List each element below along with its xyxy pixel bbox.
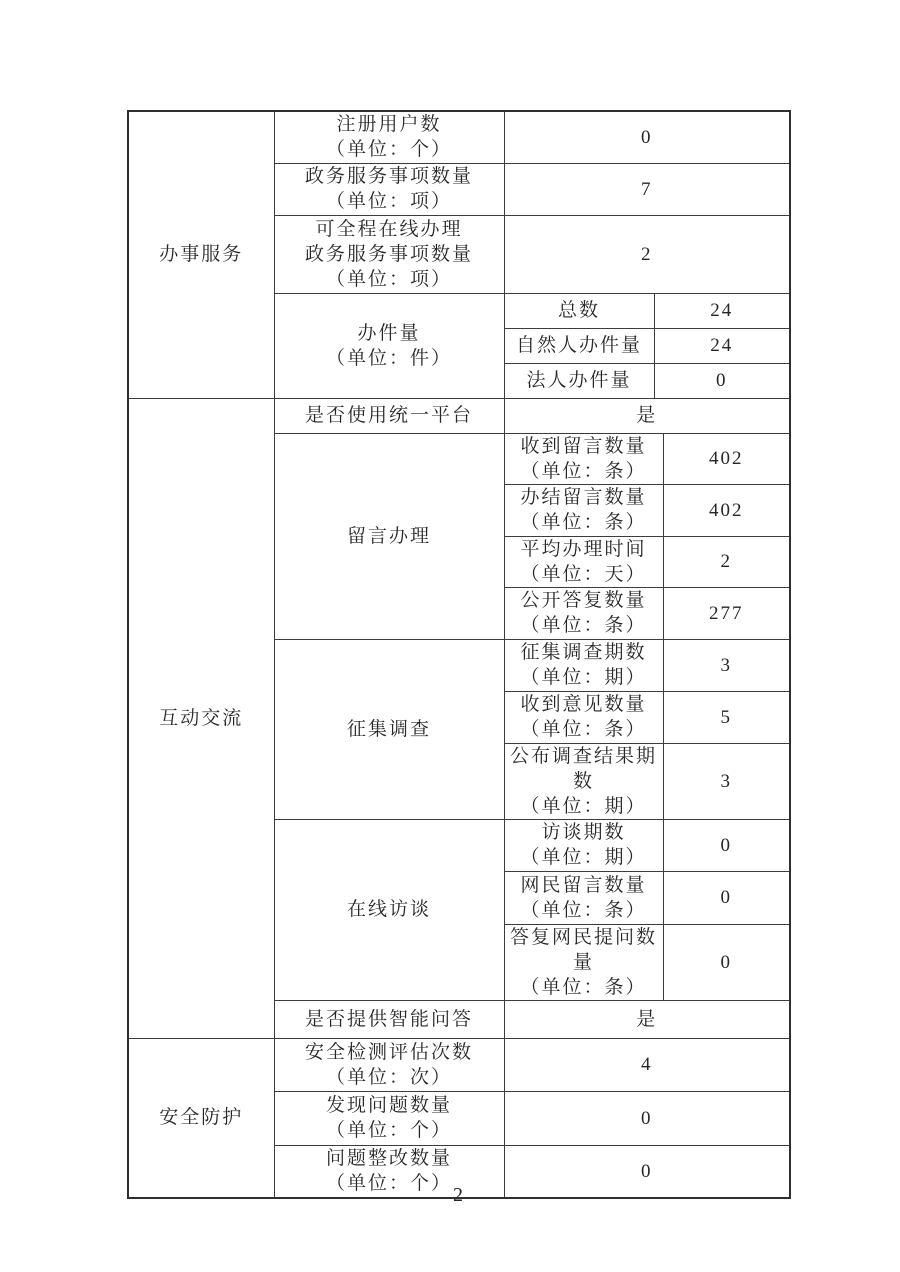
value-cell: 0	[663, 871, 790, 924]
item-cell-case-volume	[274, 293, 504, 398]
subitem-unit: （单位：期）	[520, 667, 647, 688]
subitem-cell: 法人办件量	[504, 363, 654, 398]
subitem-label: 答复网民提问数量	[509, 926, 657, 973]
item-cell-problems-found	[274, 1091, 504, 1145]
item-cell-security-checks	[274, 1038, 504, 1091]
value-cell: 24	[654, 293, 790, 328]
category-cell-interaction: 互动交流	[128, 398, 274, 1038]
subitem-cell	[504, 871, 663, 924]
item-label: 可全程在线办理	[315, 218, 463, 240]
subitem-unit: （单位：条）	[520, 899, 647, 921]
value-cell: 0	[654, 363, 790, 398]
table-row	[128, 1038, 790, 1091]
item-unit: （单位：项）	[325, 191, 452, 212]
item-unit: （单位：项）	[325, 268, 452, 290]
subitem-label: 公布调查结果期数	[509, 745, 657, 792]
value-cell: 24	[654, 328, 790, 363]
value-cell: 0	[504, 1145, 790, 1198]
item-cell-message-handling: 留言办理	[274, 433, 504, 639]
item-label: 发现问题数量	[325, 1095, 452, 1116]
value-cell: 2	[663, 536, 790, 587]
item-label: 政务服务事项数量	[304, 166, 473, 187]
value-cell: 2	[504, 215, 790, 293]
value-cell: 0	[663, 819, 790, 871]
page-number: 2	[453, 1184, 463, 1206]
value-cell: 277	[663, 587, 790, 639]
category-cell-security: 安全防护	[128, 1038, 274, 1198]
subitem-label: 办结留言数量	[520, 487, 647, 508]
value-cell: 0	[504, 111, 790, 163]
subitem-cell	[504, 536, 663, 587]
item-cell-survey: 征集调查	[274, 639, 504, 819]
subitem-cell: 总数	[504, 293, 654, 328]
item-cell-online-items	[274, 215, 504, 293]
value-cell: 0	[663, 924, 790, 1000]
table-row	[128, 111, 790, 163]
item-cell-smart-qa: 是否提供智能问答	[274, 1000, 504, 1038]
subitem-label: 收到留言数量	[520, 435, 647, 457]
item-unit: （单位：次）	[325, 1066, 452, 1088]
item-cell-online-interview: 在线访谈	[274, 819, 504, 1000]
value-cell: 7	[504, 163, 790, 215]
item-unit: （单位：个）	[325, 1173, 452, 1195]
subitem-unit: （单位：条）	[520, 976, 647, 998]
value-cell: 402	[663, 484, 790, 536]
subitem-cell	[504, 484, 663, 536]
subitem-unit: （单位：天）	[520, 563, 647, 585]
subitem-label: 访谈期数	[541, 822, 626, 843]
item-unit: （单位：件）	[325, 347, 452, 369]
subitem-cell	[504, 691, 663, 743]
item-label: 政务服务事项数量	[304, 243, 473, 265]
subitem-label: 收到意见数量	[520, 694, 647, 715]
item-label: 注册用户数	[336, 114, 442, 136]
value-cell: 5	[663, 691, 790, 743]
item-unit: （单位：个）	[325, 1120, 452, 1141]
category-cell-service: 办事服务	[128, 111, 274, 398]
subitem-label: 网民留言数量	[520, 874, 647, 896]
item-label: 安全检测评估次数	[304, 1041, 473, 1063]
subitem-unit: （单位：条）	[520, 719, 647, 740]
value-cell: 是	[504, 1000, 790, 1038]
item-cell-service-items	[274, 163, 504, 215]
subitem-unit: （单位：条）	[520, 615, 647, 636]
subitem-cell	[504, 819, 663, 871]
value-cell: 3	[663, 743, 790, 819]
subitem-label: 平均办理时间	[520, 538, 647, 560]
item-cell-unified-platform: 是否使用统一平台	[274, 398, 504, 433]
subitem-unit: （单位：条）	[520, 512, 647, 533]
subitem-cell	[504, 924, 663, 1000]
annual-report-table	[127, 110, 791, 1199]
value-cell: 402	[663, 433, 790, 484]
subitem-unit: （单位：条）	[520, 460, 647, 482]
item-unit: （单位：个）	[325, 139, 452, 161]
subitem-cell	[504, 433, 663, 484]
subitem-cell	[504, 587, 663, 639]
subitem-cell: 自然人办件量	[504, 328, 654, 363]
value-cell: 3	[663, 639, 790, 691]
value-cell: 4	[504, 1038, 790, 1091]
item-label: 问题整改数量	[325, 1148, 452, 1170]
subitem-label: 公开答复数量	[520, 590, 647, 611]
subitem-cell	[504, 639, 663, 691]
value-cell: 0	[504, 1091, 790, 1145]
item-label: 办件量	[357, 322, 421, 344]
value-cell: 是	[504, 398, 790, 433]
subitem-label: 征集调查期数	[520, 642, 647, 663]
subitem-unit: （单位：期）	[520, 847, 647, 868]
subitem-cell	[504, 743, 663, 819]
table-row	[128, 398, 790, 433]
item-cell-registered-users	[274, 111, 504, 163]
subitem-unit: （单位：期）	[520, 795, 647, 817]
